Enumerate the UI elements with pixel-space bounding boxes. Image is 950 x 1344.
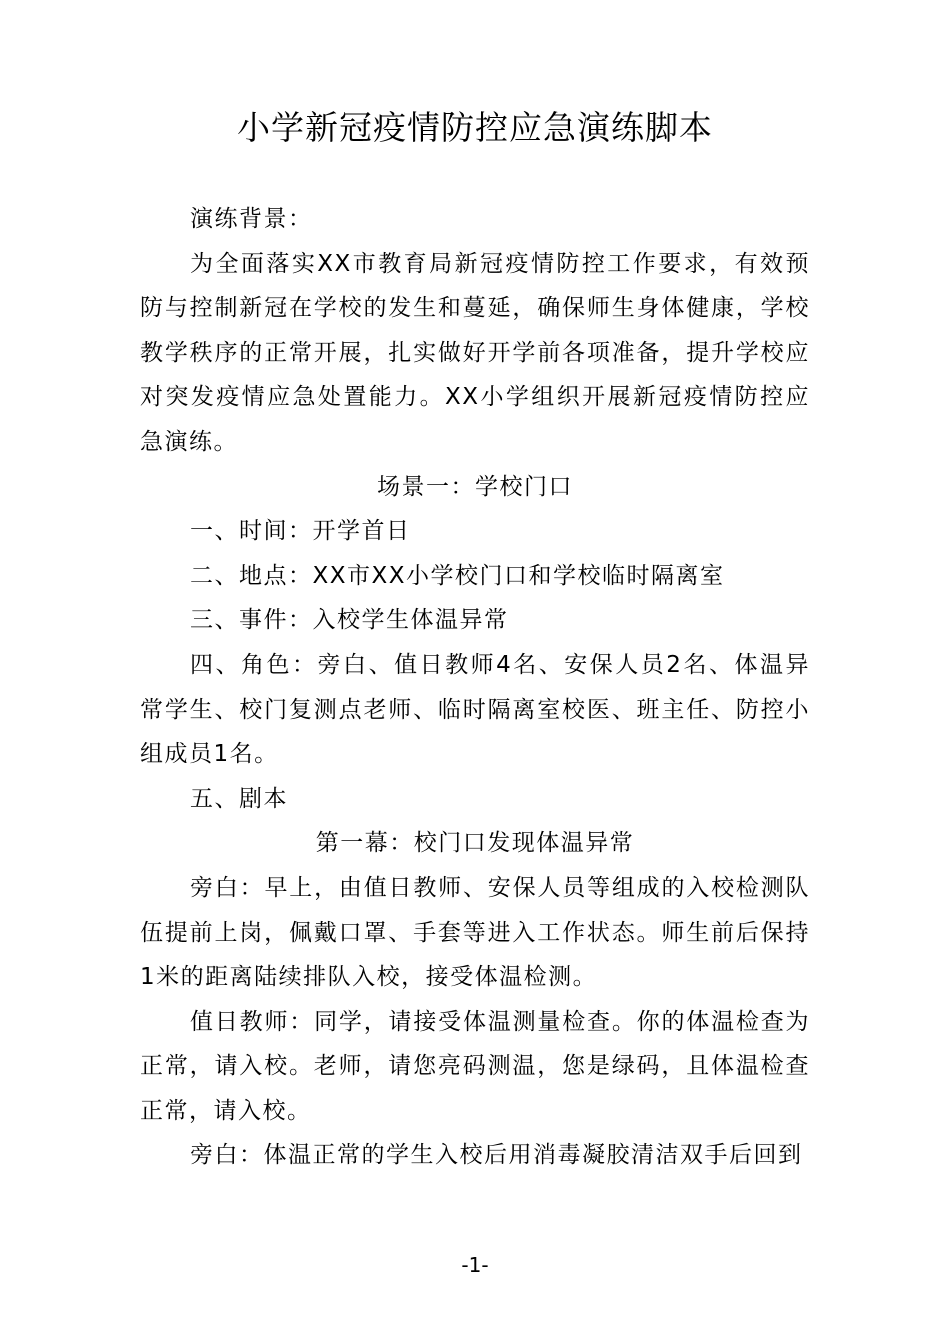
document-title: 小学新冠疫情防控应急演练脚本 [237,108,713,147]
act-heading: 第一幕：校门口发现体温异常 [315,830,635,857]
document-body [140,197,810,1178]
paragraph-roles: 四、角色：旁白、值日教师4名、安保人员2名、体温异常学生、校门复测点老师、临时隔离室校医、班主任、防控小组成员1名。 [140,651,810,768]
paragraph-time: 一、时间：开学首日 [190,518,411,545]
scene-heading: 场景一：学校门口 [377,473,573,500]
paragraph-background-heading: 演练背景： [190,206,313,232]
paragraph-script-heading: 五、剧本 [190,785,288,812]
page-number: -1- [461,1253,489,1277]
paragraph-event: 三、事件：入校学生体温异常 [190,607,509,634]
paragraph-location: 二、地点：XX市XX小学校门口和学校临时隔离室 [190,562,725,589]
paragraph-narration-1: 旁白：早上，由值日教师、安保人员等组成的入校检测队伍提前上岗，佩戴口罩、手套等进入工作状态。师生前后保持1米的距离陆续排队入校，接受体温检测。 [140,874,810,991]
paragraph-teacher-line: 值日教师：同学，请接受体温测量检查。你的体温检查为正常，请入校。老师，请您亮码测温，您是绿码，且体温检查正常，请入校。 [140,1008,810,1124]
paragraph-narration-2: 旁白：体温正常的学生入校后用消毒凝胶清洁双手后回到 [190,1142,803,1169]
paragraph-background-text: 为全面落实XX市教育局新冠疫情防控工作要求，有效预防与控制新冠在学校的发生和蔓延，确保师生身体健康，学校教学秩序的正常开展，扎实做好开学前各项准备，提升学校应对突发疫情应急处置能力。XX小学组织开展新冠疫情防控应急演练。 [140,250,810,455]
